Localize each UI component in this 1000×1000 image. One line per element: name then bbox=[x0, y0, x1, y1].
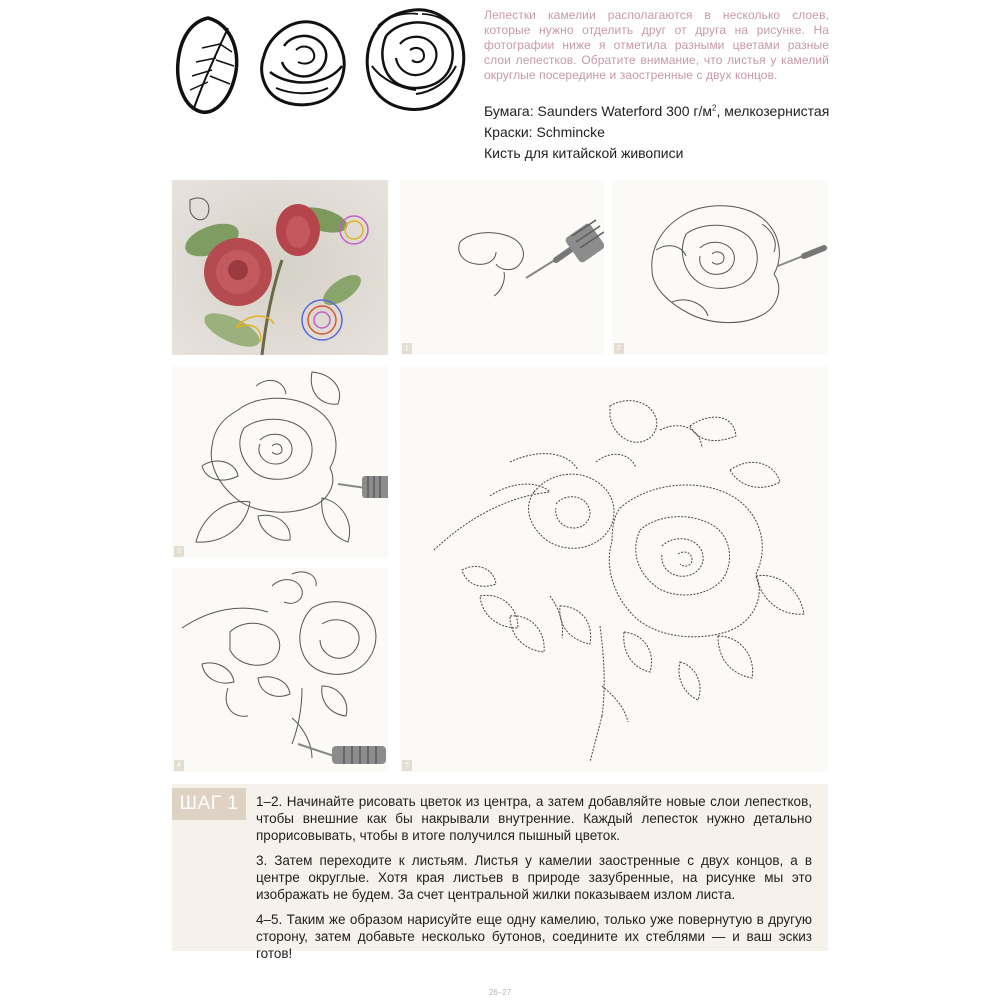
step-paragraph-1-2: 1–2. Начинайте рисовать цветок из центра, а затем добавляйте новые слои лепестков, чтобы внешние как бы накрывали внутренние. Каждый лепесток нужно детально прорисовывать, чтобы в итоге получился пышный цветок. bbox=[256, 794, 812, 843]
materials-paints: Краски: Schmincke bbox=[484, 124, 605, 140]
materials-list bbox=[484, 101, 829, 164]
camellia-flower-sketch bbox=[364, 6, 468, 114]
step-photo-2 bbox=[612, 180, 828, 355]
step-number-3: 3 bbox=[174, 546, 184, 557]
reference-photo bbox=[172, 180, 388, 355]
step-photo-1 bbox=[400, 180, 604, 355]
materials-brush: Кисть для китайской живописи bbox=[484, 145, 684, 161]
step-text bbox=[256, 793, 812, 970]
step-badge: ШАГ 1 bbox=[172, 788, 246, 820]
step-instructions bbox=[172, 784, 828, 961]
step-number-5: 5 bbox=[402, 760, 412, 771]
camellia-bud-sketch bbox=[256, 16, 350, 110]
step-number-1: 1 bbox=[402, 343, 412, 354]
step-number-2: 2 bbox=[614, 343, 624, 354]
intro-note: Лепестки камелии располагаются в несколько слоев, которые нужно отделить друг от друга на рисунке. На фотографии ниже я отметила разными цветами разные слои лепестков. Обратите внимание, что листья у камелий округлые посередине и заостренные с двух концов. bbox=[484, 8, 829, 82]
step-photo-5 bbox=[400, 366, 828, 772]
materials-paper: Бумага: Saunders Waterford 300 $г/м^2$, мелкозернистая bbox=[484, 103, 830, 119]
step-photo-3 bbox=[172, 366, 388, 558]
step-photo-4 bbox=[172, 568, 388, 772]
step-number-4: 4 bbox=[174, 760, 184, 771]
step-paragraph-4-5: 4–5. Таким же образом нарисуйте еще одну камелию, только уже повернутую в другую сторону, затем добавьте несколько бутонов, соедините их стеблями — и ваш эскиз готов! bbox=[256, 912, 812, 961]
step-paragraph-3: 3. Затем переходите к листьям. Листья у камелии заостренные с двух концов, а в центре округлые. Хотя края листьев в природе зазубренные, на рисунке мы это изображать не будем. За счет центральной жилки показываем излом листа. bbox=[256, 853, 812, 902]
leaf-sketch bbox=[172, 14, 244, 118]
page-number: 26–27 bbox=[488, 988, 512, 997]
